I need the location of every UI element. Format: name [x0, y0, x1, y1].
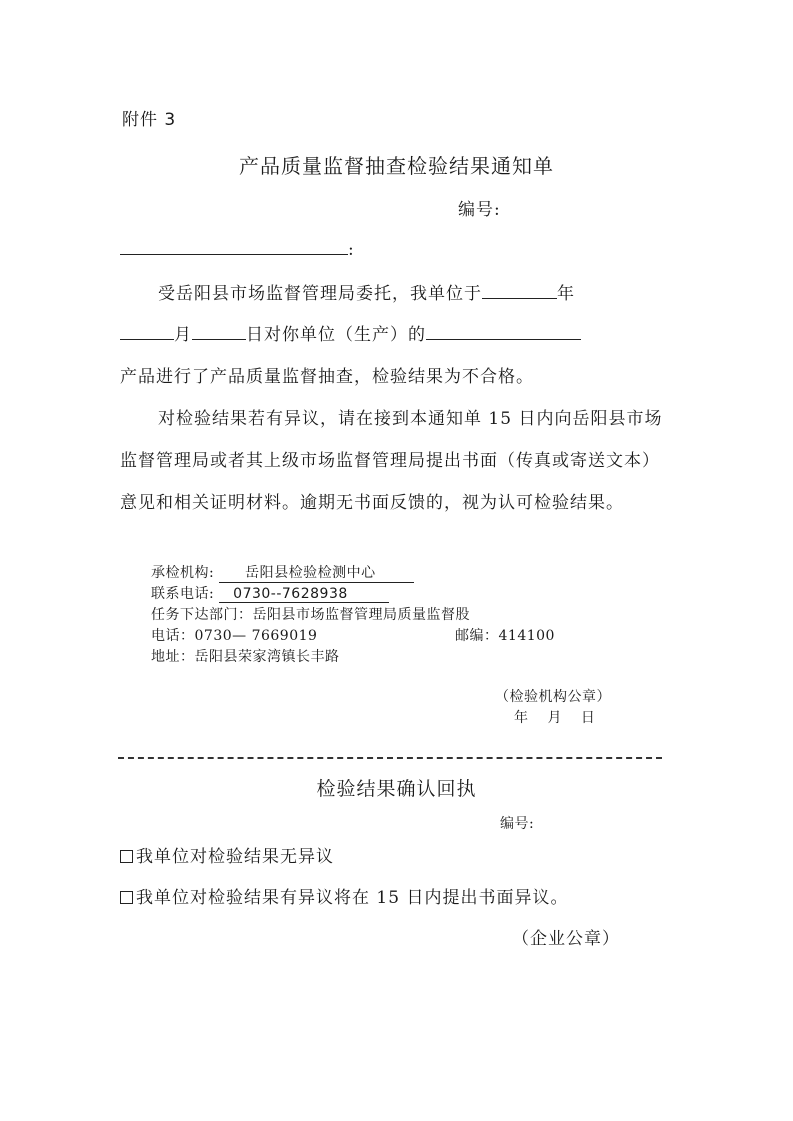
year-blank [482, 280, 557, 299]
para1-text-b: 日对你单位（生产）的 [246, 325, 426, 345]
receipt-option-1 [120, 842, 334, 867]
receipt-option-2 [120, 883, 568, 908]
para2-line1: 对检验结果若有异议，请在接到本通知单 15 日内向岳阳县市场 [158, 409, 663, 429]
option1-text: 我单位对检验结果无异议 [136, 847, 334, 867]
phone-value: 0730--7628938 [219, 586, 389, 603]
month-label: 月 [174, 325, 192, 345]
checkbox-icon [120, 850, 133, 863]
phone-label: 联系电话: [151, 586, 215, 602]
day-blank [192, 321, 246, 340]
agency-value: 岳阳县检验检测中心 [219, 562, 414, 583]
para2-line3: 意见和相关证明材料。逾期无书面反馈的，视为认可检验结果。 [120, 493, 624, 513]
enterprise-seal-label: （企业公章） [512, 929, 620, 949]
addressee-line [120, 236, 355, 260]
para1-text-a: 受岳阳县市场监督管理局委托，我单位于 [158, 284, 482, 304]
seal-date: 年 月 日 [514, 710, 596, 726]
para1-line2 [120, 320, 581, 345]
agency-label: 承检机构: [151, 565, 215, 581]
attachment-label: 附件 3 [122, 110, 177, 130]
product-blank [426, 321, 581, 340]
year-label: 年 [557, 284, 575, 304]
para1-line1 [158, 279, 575, 304]
agency-row [151, 562, 414, 583]
para2-line2: 监督管理局或者其上级市场监督管理局提出书面（传真或寄送文本） [120, 451, 660, 471]
month-blank [120, 321, 174, 340]
checkbox-icon [120, 891, 133, 904]
cut-line [118, 757, 662, 759]
agency-seal-label: （检验机构公章） [495, 689, 611, 705]
phone-row [151, 583, 389, 603]
postcode-line: 邮编：414100 [455, 628, 555, 644]
notice-number-label: 编号: [458, 200, 501, 220]
tel-line: 电话：0730— 7669019 [151, 628, 318, 644]
notice-title: 产品质量监督抽查检验结果通知单 [239, 154, 554, 178]
option2-text: 我单位对检验结果有异议将在 15 日内提出书面异议。 [136, 888, 569, 908]
address-line: 地址：岳阳县荣家湾镇长丰路 [151, 649, 340, 665]
addressee-colon: : [348, 240, 355, 260]
addressee-blank [120, 236, 348, 255]
dept-line: 任务下达部门：岳阳县市场监督管理局质量监督股 [151, 607, 470, 623]
receipt-number-label: 编号: [500, 816, 535, 832]
receipt-title: 检验结果确认回执 [316, 778, 477, 800]
para1-line3: 产品进行了产品质量监督抽查，检验结果为不合格。 [120, 367, 534, 387]
